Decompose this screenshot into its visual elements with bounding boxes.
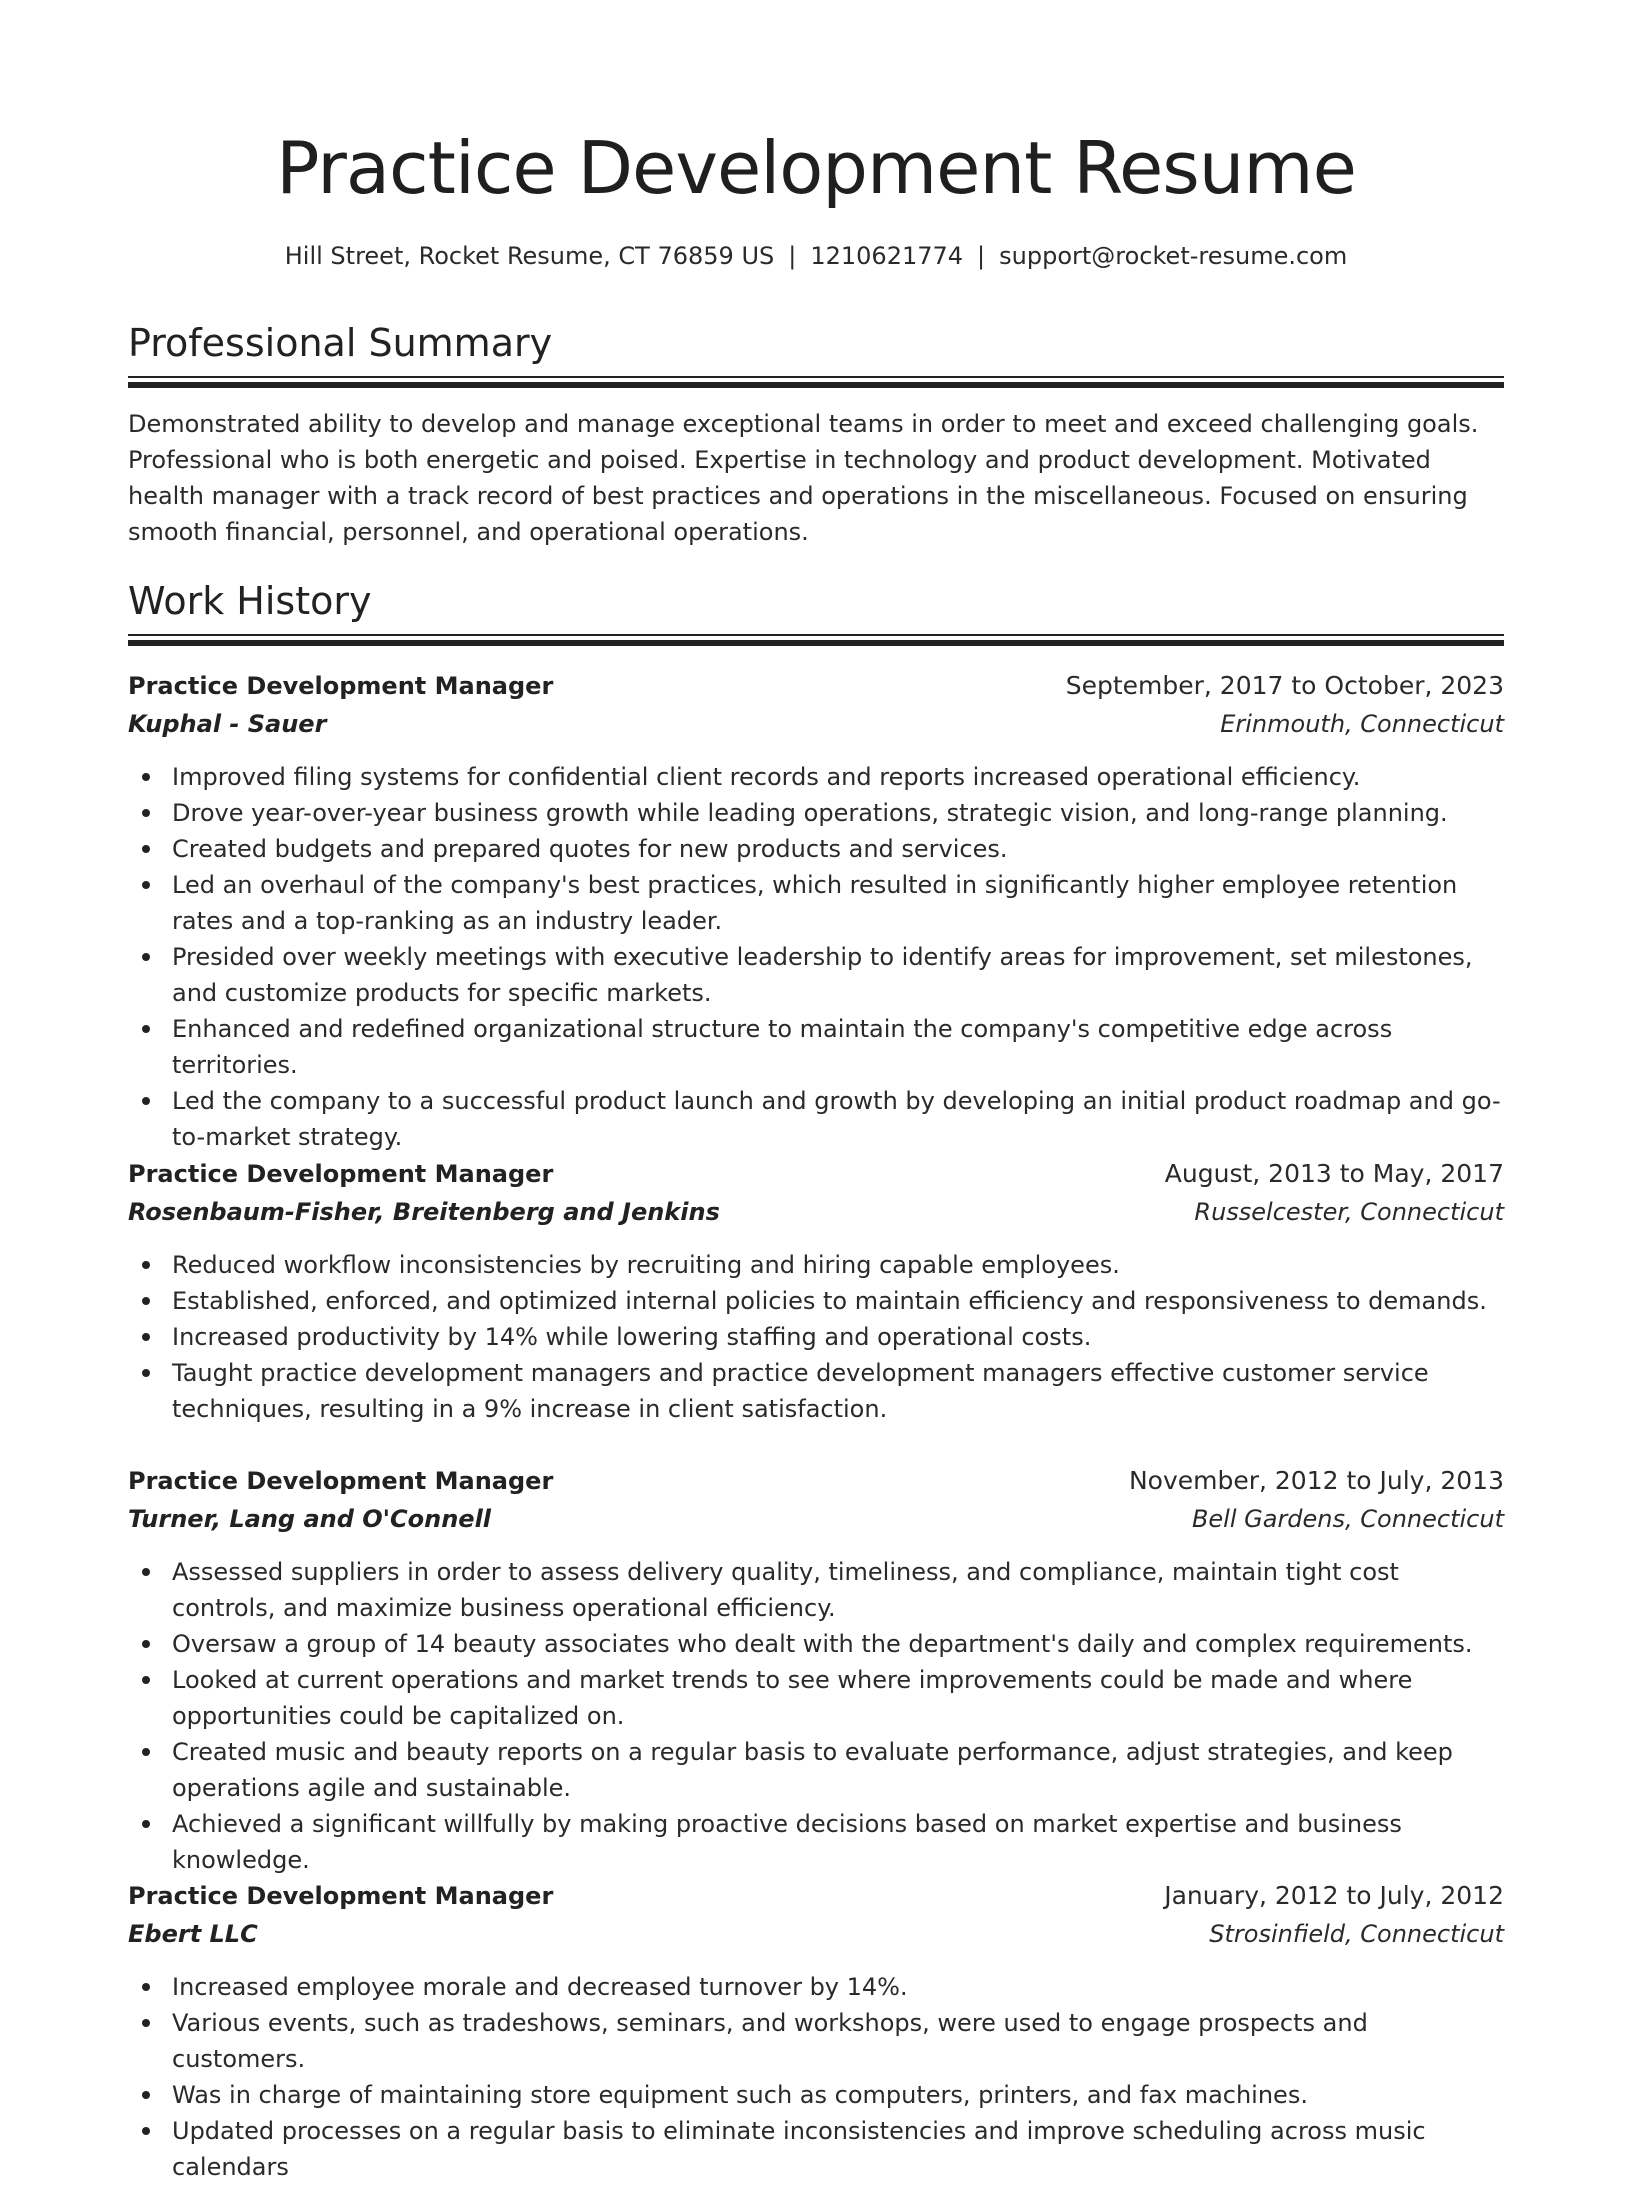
job-bullet [128, 2077, 1504, 2113]
job-bullet-text: Reduced workflow inconsistencies by recruiting and hiring capable employees. [172, 1251, 1120, 1279]
job-bullet-text: Achieved a significant willfully by making proactive decisions based on market expertise and business knowledge. [172, 1810, 1402, 1874]
job-title: Practice Development Manager [128, 672, 554, 700]
job-title: Practice Development Manager [128, 1467, 554, 1495]
job-entry [128, 1155, 1504, 1427]
summary-text: Demonstrated ability to develop and manage exceptional teams in order to meet and exceed challenging goals. Professional who is both energetic and poised. Expertise in technology and product development. Motivated health manager with a track record of best practices and operations in the miscellaneous. Focused on ensuring smooth financial, personnel, and operational operations. [128, 410, 1479, 546]
bullet-dot-icon [142, 845, 150, 853]
job-location: Russelcester, Connecticut [1194, 1198, 1504, 1226]
job-bullet-text: Increased employee morale and decreased turnover by 14%. [172, 1973, 908, 2001]
job-dates: January, 2012 to July, 2012 [1164, 1881, 1504, 1910]
work-history-divider [128, 634, 1504, 646]
job-bullet-list [128, 1969, 1504, 2185]
job-bullet-text: Was in charge of maintaining store equipment such as computers, printers, and fax machines. [172, 2081, 1308, 2109]
divider-thick-line [128, 640, 1504, 646]
job-dates: November, 2012 to July, 2013 [1128, 1466, 1504, 1495]
job-company: Turner, Lang and O'Connell [128, 1505, 492, 1533]
job-bullet [128, 1083, 1504, 1155]
job-bullet [128, 1319, 1504, 1355]
job-bullet [128, 1734, 1504, 1806]
job-bullet [128, 795, 1504, 831]
job-bullet [128, 759, 1504, 795]
job-bullet-text: Presided over weekly meetings with executive leadership to identify areas for improvement, set milestones, and customize products for specific markets. [172, 943, 1473, 1007]
bullet-dot-icon [142, 773, 150, 781]
job-bullet [128, 1554, 1504, 1626]
job-location: Erinmouth, Connecticut [1220, 710, 1504, 738]
job-bullet-text: Led an overhaul of the company's best practices, which resulted in significantly higher employee retention rates and a top-ranking as an industry leader. [172, 871, 1458, 935]
bullet-dot-icon [142, 809, 150, 817]
job-bullet-text: Led the company to a successful product launch and growth by developing an initial product roadmap and go-to-market strategy. [172, 1087, 1501, 1151]
bullet-dot-icon [142, 1097, 150, 1105]
contact-phone: 1210621774 [810, 242, 964, 270]
job-bullet [128, 1283, 1504, 1319]
contact-line [128, 240, 1504, 272]
job-location: Strosinfield, Connecticut [1209, 1920, 1504, 1948]
job-company: Kuphal - Sauer [128, 710, 327, 738]
job-bullet [128, 1662, 1504, 1734]
job-dates: August, 2013 to May, 2017 [1164, 1159, 1504, 1188]
bullet-dot-icon [142, 1748, 150, 1756]
job-bullet-text: Increased productivity by 14% while lowering staffing and operational costs. [172, 1323, 1092, 1351]
job-company-row [128, 1915, 1504, 1953]
job-bullet-text: Created budgets and prepared quotes for new products and services. [172, 835, 1008, 863]
job-bullet [128, 2113, 1504, 2185]
job-bullet-list [128, 1247, 1504, 1427]
divider-thin-line [128, 634, 1504, 636]
contact-separator: | [977, 242, 986, 270]
bullet-dot-icon [142, 1297, 150, 1305]
job-bullet [128, 2005, 1504, 2077]
bullet-dot-icon [142, 2019, 150, 2027]
job-company-row [128, 1193, 1504, 1231]
divider-thick-line [128, 382, 1504, 388]
bullet-dot-icon [142, 1261, 150, 1269]
job-bullet [128, 939, 1504, 1011]
summary-divider [128, 376, 1504, 388]
job-bullet-text: Drove year-over-year business growth while leading operations, strategic vision, and long-range planning. [172, 799, 1448, 827]
bullet-dot-icon [142, 953, 150, 961]
job-bullet [128, 1011, 1504, 1083]
bullet-dot-icon [142, 881, 150, 889]
job-header-row [128, 1462, 1504, 1500]
job-dates: September, 2017 to October, 2023 [1065, 671, 1504, 700]
bullet-dot-icon [142, 1568, 150, 1576]
job-bullet-list [128, 1554, 1504, 1878]
bullet-dot-icon [142, 1025, 150, 1033]
summary-heading: Professional Summary [128, 321, 553, 365]
job-company: Ebert LLC [128, 1920, 258, 1948]
job-company-row [128, 1500, 1504, 1538]
job-entry [128, 667, 1504, 1155]
job-bullet-text: Various events, such as tradeshows, seminars, and workshops, were used to engage prospects and customers. [172, 2009, 1368, 2073]
job-bullet [128, 831, 1504, 867]
job-header-row [128, 1877, 1504, 1915]
bullet-dot-icon [142, 1333, 150, 1341]
job-header-row [128, 1155, 1504, 1193]
bullet-dot-icon [142, 2127, 150, 2135]
job-location: Bell Gardens, Connecticut [1191, 1505, 1504, 1533]
resume-title: Practice Development Resume [276, 126, 1356, 210]
resume-page [128, 0, 1504, 2181]
job-bullet [128, 867, 1504, 939]
job-bullet-text: Looked at current operations and market trends to see where improvements could be made and where opportunities could be capitalized on. [172, 1666, 1413, 1730]
job-bullet [128, 1247, 1504, 1283]
bullet-dot-icon [142, 1640, 150, 1648]
job-bullet [128, 1806, 1504, 1878]
job-bullet [128, 1355, 1504, 1427]
bullet-dot-icon [142, 1820, 150, 1828]
divider-thin-line [128, 376, 1504, 378]
contact-address: Hill Street, Rocket Resume, CT 76859 US [284, 242, 775, 270]
job-bullet [128, 1626, 1504, 1662]
job-bullet-text: Assessed suppliers in order to assess delivery quality, timeliness, and compliance, maintain tight cost controls, and maximize business operational efficiency. [172, 1558, 1399, 1622]
job-header-row [128, 667, 1504, 705]
job-bullet-text: Updated processes on a regular basis to eliminate inconsistencies and improve scheduling across music calendars [172, 2117, 1426, 2181]
job-bullet [128, 1969, 1504, 2005]
job-bullet-text: Established, enforced, and optimized internal policies to maintain efficiency and responsiveness to demands. [172, 1287, 1487, 1315]
job-bullet-text: Created music and beauty reports on a regular basis to evaluate performance, adjust strategies, and keep operations agile and sustainable. [172, 1738, 1453, 1802]
job-company-row [128, 705, 1504, 743]
job-bullet-text: Improved filing systems for confidential client records and reports increased operational efficiency. [172, 763, 1361, 791]
job-title: Practice Development Manager [128, 1160, 554, 1188]
job-bullet-list [128, 759, 1504, 1155]
work-history-heading: Work History [128, 579, 372, 623]
bullet-dot-icon [142, 1369, 150, 1377]
job-bullet-text: Taught practice development managers and practice development managers effective customer service techniques, resulting in a 9% increase in client satisfaction. [172, 1359, 1429, 1423]
bullet-dot-icon [142, 1983, 150, 1991]
bullet-dot-icon [142, 2091, 150, 2099]
job-entry [128, 1877, 1504, 2185]
job-company: Rosenbaum-Fisher, Breitenberg and Jenkins [128, 1198, 720, 1226]
job-title: Practice Development Manager [128, 1882, 554, 1910]
bullet-dot-icon [142, 1676, 150, 1684]
job-bullet-text: Enhanced and redefined organizational structure to maintain the company's competitive edge across territories. [172, 1015, 1393, 1079]
job-entry [128, 1462, 1504, 1878]
contact-email: support@rocket-resume.com [999, 242, 1348, 270]
job-bullet-text: Oversaw a group of 14 beauty associates who dealt with the department's daily and complex requirements. [172, 1630, 1473, 1658]
contact-separator: | [788, 242, 797, 270]
